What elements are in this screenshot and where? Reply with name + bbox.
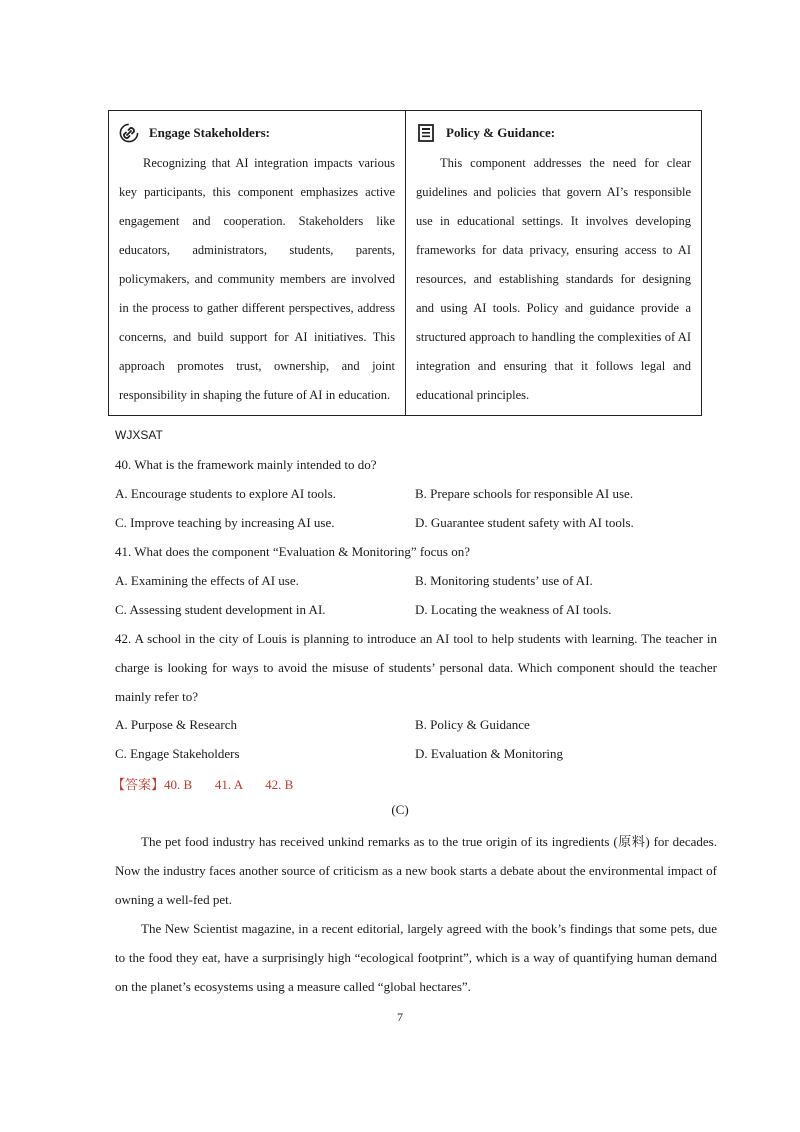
q41-option-a: A. Examining the effects of AI use. [115,573,299,588]
cell-body: This component addresses the need for clear guidelines and policies that govern AI’s responsible use in educational settings. It involves developing frameworks for data privacy, ensuring access to AI resources, and establishing standards for designing and using AI tools. Policy and guidance provide a structured approach to handling the complexities of AI integration and ensuring that it follows legal and educational principles. [416,156,691,402]
question-41-stem: 41. What does the component “Evaluation & Monitoring” focus on? [115,544,471,559]
cell-body: Recognizing that AI integration impacts various key participants, this component emphasizes active engagement and cooperation. Stakeholders like educators, administrators, students, parents, policymakers, and community members are involved in the process to gather different perspectives, address concerns, and build support for AI initiatives. This approach promotes trust, ownership, and joint responsibility in shaping the future of AI in education. [119,156,395,402]
question-40-stem: 40. What is the framework mainly intended to do? [115,457,377,472]
q42-option-d: D. Evaluation & Monitoring [415,746,564,761]
passage-paragraph-2: The New Scientist magazine, in a recent editorial, largely agreed with the book’s findings that some pets, due to the food they eat, have a surprisingly high “ecological footprint”, which is a way of quantifying human demand on the planet’s ecosystems using a measure called “global hectares”. [115,921,717,994]
passage-paragraph-1: The pet food industry has received unkind remarks as to the true origin of its ingredients (原料) for decades. Now the industry faces another source of criticism as a new book starts a debate about the environmental impact of owning a well-fed pet. [115,834,717,907]
q42-option-b: B. Policy & Guidance [415,717,530,732]
component-table [108,110,702,416]
q42-option-c: C. Engage Stakeholders [115,746,240,761]
page-number: 7 [397,1010,403,1024]
document-icon [416,123,436,143]
q41-option-b: B. Monitoring students’ use of AI. [415,573,593,588]
watermark-code: WJXSAT [115,428,163,442]
cell-title: Engage Stakeholders: [149,125,270,140]
cell-header [416,121,691,145]
question-42-stem: 42. A school in the city of Louis is planning to introduce an AI tool to help students with learning. The teacher in charge is looking for ways to avoid the misuse of students’ personal data. Which component should the teacher mainly refer to? [115,631,717,704]
section-label: (C) [391,802,409,817]
cell-header [119,121,395,145]
answer-key: 【答案】40. B 41. A 42. B [112,777,294,792]
q41-option-c: C. Assessing student development in AI. [115,602,326,617]
q40-option-a: A. Encourage students to explore AI tools. [115,486,336,501]
policy-guidance-cell [405,111,701,415]
q40-option-c: C. Improve teaching by increasing AI use. [115,515,335,530]
q40-option-d: D. Guarantee student safety with AI tools. [415,515,634,530]
link-icon [119,123,139,143]
q42-option-a: A. Purpose & Research [115,717,238,732]
cell-title: Policy & Guidance: [446,125,556,140]
q40-option-b: B. Prepare schools for responsible AI use. [415,486,634,501]
q41-option-d: D. Locating the weakness of AI tools. [415,602,612,617]
engage-stakeholders-cell [109,111,405,415]
